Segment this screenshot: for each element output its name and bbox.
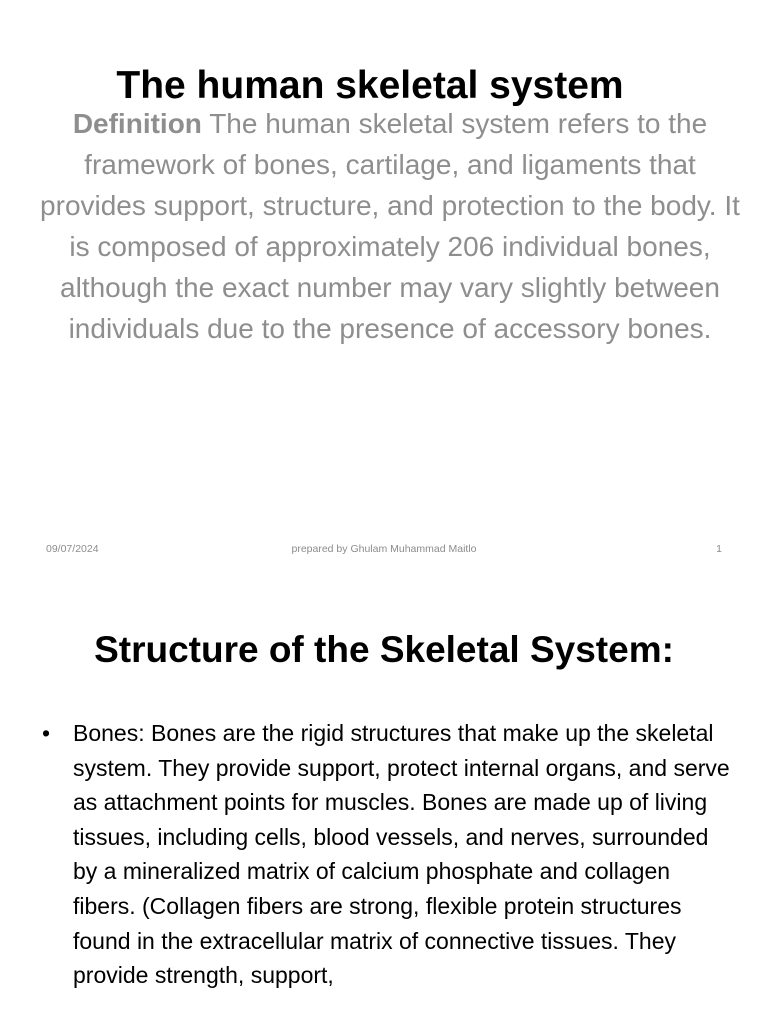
list-item	[40, 716, 730, 993]
slide-title: The human skeletal system	[116, 64, 624, 108]
slide-title: Structure of the Skeletal System:	[94, 629, 674, 670]
definition-text: The human skeletal system refers to the framework of bones, cartilage, and ligaments that provides support, structure, and protection to the body. It is composed of approximately 206 individual bones, although the exact number may vary slightly between individuals due to the presence of accessory bones.	[40, 108, 740, 344]
definition-label: Definition	[72, 108, 202, 139]
slide-2	[0, 576, 768, 1024]
bullet-marker: •	[42, 720, 51, 746]
bullet-text: Bones: Bones are the rigid structures that make up the skeletal system. They provide support, protect internal organs, and serve as attachment points for muscles. Bones are made up of living tissues, including cells, blood vessels, and nerves, surrounded by a mineralized matrix of calcium phosphate and collagen fibers. (Collagen fibers are strong, flexible protein structures found in the extracellular matrix of connective tissues. They provide strength, support,	[73, 720, 730, 989]
footer-page-number: 1	[716, 543, 722, 555]
footer-author: prepared by Ghulam Muhammad Maitlo	[291, 543, 477, 555]
footer-date: 09/07/2024	[46, 543, 99, 555]
bullet-list	[40, 716, 730, 993]
definition-paragraph	[34, 103, 746, 349]
